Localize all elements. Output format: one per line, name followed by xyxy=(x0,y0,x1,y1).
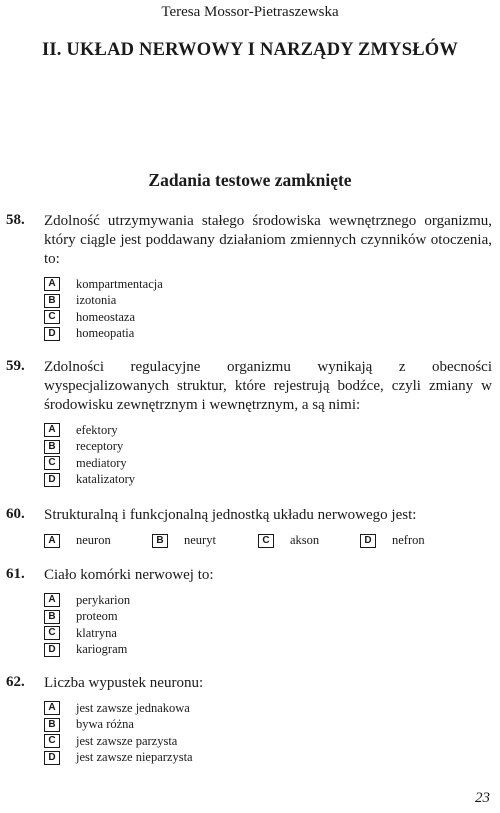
answer-text: kariogram xyxy=(76,642,128,657)
answer-list xyxy=(44,276,492,342)
answer-list xyxy=(44,592,492,658)
answer-option[interactable] xyxy=(44,326,492,343)
question-58 xyxy=(6,212,492,342)
question-62 xyxy=(6,674,492,766)
answer-option[interactable] xyxy=(152,533,216,548)
answer-option[interactable] xyxy=(44,293,492,310)
answer-letter-box: C xyxy=(44,734,60,748)
answer-letter-box: C xyxy=(258,534,274,548)
answer-letter-box: A xyxy=(44,534,60,548)
answer-letter-box: B xyxy=(44,294,60,308)
answer-option[interactable] xyxy=(44,625,492,642)
answer-option[interactable] xyxy=(44,533,111,548)
answer-text: akson xyxy=(290,533,320,547)
answer-letter-box: A xyxy=(44,593,60,607)
question-text: Strukturalną i funkcjonalną jednostką układu nerwowego jest: xyxy=(44,507,417,523)
answer-letter-box: D xyxy=(44,751,60,765)
answer-option[interactable] xyxy=(360,533,425,548)
answer-text: kompartmentacja xyxy=(76,276,163,291)
chapter-title: II. UKŁAD NERWOWY I NARZĄDY ZMYSŁÓW xyxy=(41,40,459,60)
answer-text: neuron xyxy=(76,533,111,547)
answer-text: nefron xyxy=(392,533,425,547)
answer-option[interactable] xyxy=(44,472,492,489)
question-number: 62. xyxy=(6,674,25,690)
question-number: 61. xyxy=(6,566,25,582)
answer-letter-box: A xyxy=(44,277,60,291)
question-59 xyxy=(6,358,492,488)
question-61 xyxy=(6,566,492,658)
answer-option[interactable] xyxy=(44,700,492,717)
answer-letter-box: B xyxy=(44,718,60,732)
question-number: 58. xyxy=(6,212,25,228)
answer-text: homeopatia xyxy=(76,326,135,341)
answer-option[interactable] xyxy=(44,592,492,609)
answer-option[interactable] xyxy=(44,455,492,472)
answer-text: neuryt xyxy=(184,533,216,547)
answer-text: klatryna xyxy=(76,625,117,640)
question-text: Ciało komórki nerwowej to: xyxy=(44,567,214,583)
question-text: Zdolność utrzymywania stałego środowiska wewnętrznego organizmu, który ciągle jest poddawany działaniom zmiennych czynników otoczenia, to: xyxy=(44,213,492,267)
answer-option[interactable] xyxy=(44,717,492,734)
question-number: 59. xyxy=(6,358,25,374)
answer-letter-box: D xyxy=(360,534,376,548)
page-number: 23 xyxy=(475,790,490,806)
answer-option[interactable] xyxy=(44,642,492,659)
answer-letter-box: D xyxy=(44,327,60,341)
question-number: 60. xyxy=(6,506,25,522)
answer-option[interactable] xyxy=(44,276,492,293)
answer-list xyxy=(44,533,492,549)
question-60 xyxy=(6,506,492,549)
answer-text: jest zawsze parzysta xyxy=(76,733,178,748)
answer-text: izotonia xyxy=(76,293,117,308)
answer-text: efektory xyxy=(76,422,118,437)
answer-option[interactable] xyxy=(44,422,492,439)
question-text: Liczba wypustek neuronu: xyxy=(44,675,204,691)
section-title: Zadania testowe zamknięte xyxy=(148,170,352,190)
answer-letter-box: D xyxy=(44,473,60,487)
answer-text: perykarion xyxy=(76,592,131,607)
answer-text: katalizatory xyxy=(76,472,135,487)
answer-letter-box: C xyxy=(44,626,60,640)
running-header-author: Teresa Mossor-Pietraszewska xyxy=(161,4,339,20)
answer-letter-box: D xyxy=(44,643,60,657)
answer-text: mediatory xyxy=(76,455,127,470)
answer-text: homeostaza xyxy=(76,309,136,324)
answer-letter-box: A xyxy=(44,423,60,437)
answer-text: receptory xyxy=(76,439,124,454)
answer-letter-box: B xyxy=(44,440,60,454)
question-text: Zdolności regulacyjne organizmu wynikają z obecności wyspecjalizowanych struktur, które rejestrują bodźce, czyli zmiany w środowisku zewnętrznym i wewnętrznym, a są nimi: xyxy=(44,359,492,413)
answer-letter-box: C xyxy=(44,310,60,324)
answer-option[interactable] xyxy=(44,309,492,326)
answer-text: jest zawsze nieparzysta xyxy=(76,750,193,765)
answer-option[interactable] xyxy=(258,533,319,548)
answer-option[interactable] xyxy=(44,609,492,626)
answer-option[interactable] xyxy=(44,750,492,767)
answer-letter-box: B xyxy=(44,610,60,624)
answer-letter-box: A xyxy=(44,701,60,715)
answer-text: jest zawsze jednakowa xyxy=(76,700,190,715)
answer-text: proteom xyxy=(76,609,118,624)
answer-text: bywa różna xyxy=(76,717,134,732)
answer-list xyxy=(44,422,492,488)
answer-option[interactable] xyxy=(44,439,492,456)
answer-option[interactable] xyxy=(44,733,492,750)
answer-letter-box: C xyxy=(44,456,60,470)
answer-list xyxy=(44,700,492,766)
answer-letter-box: B xyxy=(152,534,168,548)
